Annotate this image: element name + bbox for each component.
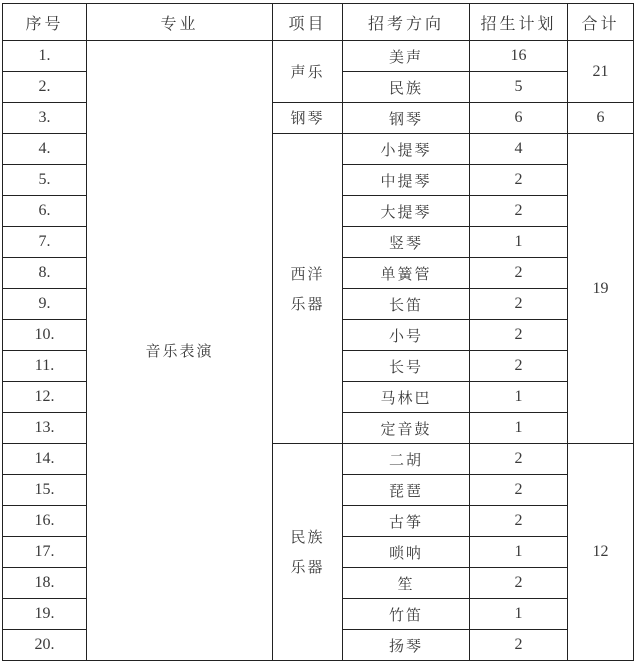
header-major: 专业 [87,4,273,41]
plan-cell: 2 [470,506,568,537]
direction-cell: 古筝 [343,506,470,537]
project-label-line1: 西洋 [290,264,325,283]
plan-cell: 6 [470,103,568,134]
direction-cell: 民族 [343,72,470,103]
plan-cell: 1 [470,599,568,630]
seq-cell: 17. [3,537,87,568]
direction-cell: 美声 [343,41,470,72]
plan-cell: 2 [470,320,568,351]
direction-cell: 小号 [343,320,470,351]
plan-cell: 4 [470,134,568,165]
seq-cell: 20. [3,630,87,661]
plan-cell: 2 [470,444,568,475]
project-label-line1: 民族 [290,528,325,546]
project-label: 声乐 [290,62,325,81]
direction-cell: 长号 [343,351,470,382]
header-direction: 招考方向 [343,4,470,41]
total-cell-vocal: 21 [568,41,634,103]
plan-cell: 5 [470,72,568,103]
header-total: 合计 [568,4,634,41]
plan-cell: 1 [470,382,568,413]
direction-cell: 二胡 [343,444,470,475]
project-label-line2: 乐器 [290,558,325,576]
seq-cell: 19. [3,599,87,630]
plan-cell: 2 [470,258,568,289]
plan-cell: 2 [470,475,568,506]
direction-cell: 单簧管 [343,258,470,289]
seq-cell: 18. [3,568,87,599]
seq-cell: 12. [3,382,87,413]
direction-cell: 大提琴 [343,196,470,227]
table-row [3,41,634,72]
header-project: 项目 [273,4,343,41]
direction-cell: 琵琶 [343,475,470,506]
total-cell-western: 19 [568,134,634,444]
plan-cell: 2 [470,630,568,661]
seq-cell: 2. [3,72,87,103]
direction-cell: 中提琴 [343,165,470,196]
plan-cell: 1 [470,227,568,258]
seq-cell: 9. [3,289,87,320]
direction-cell: 竹笛 [343,599,470,630]
direction-cell: 定音鼓 [343,413,470,444]
direction-cell: 马林巴 [343,382,470,413]
plan-cell: 2 [470,568,568,599]
project-label-line2: 乐器 [290,294,325,313]
seq-cell: 1. [3,41,87,72]
direction-cell: 扬琴 [343,630,470,661]
plan-cell: 1 [470,537,568,568]
plan-cell: 2 [470,289,568,320]
direction-cell: 唢呐 [343,537,470,568]
seq-cell: 4. [3,134,87,165]
project-label: 钢琴 [290,109,325,127]
seq-cell: 6. [3,196,87,227]
plan-cell: 1 [470,413,568,444]
total-cell-piano: 6 [568,103,634,134]
direction-cell: 笙 [343,568,470,599]
header-row [3,4,634,41]
header-plan: 招生计划 [470,4,568,41]
header-seq: 序号 [3,4,87,41]
plan-cell: 2 [470,196,568,227]
seq-cell: 13. [3,413,87,444]
seq-cell: 16. [3,506,87,537]
enrollment-plan-table [2,3,634,661]
project-cell-vocal [273,41,343,103]
seq-cell: 14. [3,444,87,475]
seq-cell: 3. [3,103,87,134]
total-cell-folk: 12 [568,444,634,661]
project-cell-folk [273,444,343,661]
seq-cell: 8. [3,258,87,289]
direction-cell: 竖琴 [343,227,470,258]
seq-cell: 7. [3,227,87,258]
seq-cell: 5. [3,165,87,196]
plan-cell: 2 [470,165,568,196]
project-cell-western [273,134,343,444]
major-cell: 音乐表演 [87,41,273,661]
plan-cell: 2 [470,351,568,382]
direction-cell: 长笛 [343,289,470,320]
project-cell-piano [273,103,343,134]
seq-cell: 10. [3,320,87,351]
direction-cell: 钢琴 [343,103,470,134]
seq-cell: 11. [3,351,87,382]
seq-cell: 15. [3,475,87,506]
plan-cell: 16 [470,41,568,72]
direction-cell: 小提琴 [343,134,470,165]
